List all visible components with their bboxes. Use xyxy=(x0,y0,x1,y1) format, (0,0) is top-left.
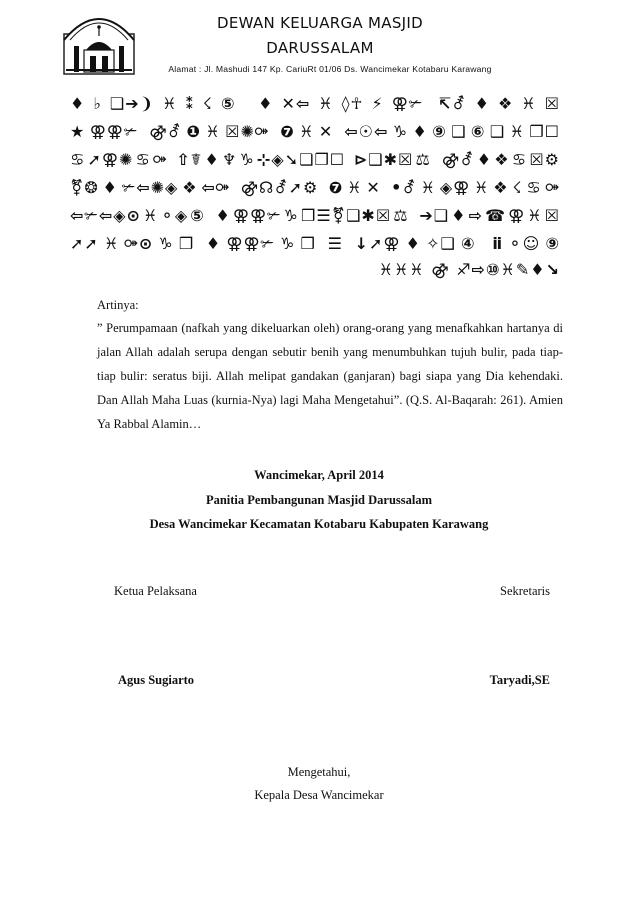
translation-text: ” Perumpamaan (nafkah yang dikeluarkan oleh) orang-orang yang menafkahkan hartanya di jalan Allah adalah serupa dengan sebutir benih yang menumbuhkan tujuh bulir, pada tiap-tiap bulir: seratus biji. Allah melipat gandakan (ganjaran) bagi siapa yang Dia kehendaki. Dan Allah Maha Luas (kurnia-Nya) lagi Maha Mengetahui”. (Q.S. Al-Baqarah: 261). Amien Ya Rabbal Alamin… xyxy=(97,321,563,431)
left-signatory-title: Ketua Pelaksana xyxy=(114,584,197,598)
arabic-verse-line: ★⚢⚢✃ ⚣⚦❶♓☒✺⚩ ❼♓✕ ⇦☉⇦♑♦⑨❑⑥❑♓❒☐ xyxy=(70,122,560,141)
arabic-verse-line: ⇦✃⇦◈⊙♓⚬◈⑤ ♦⚢⚢✃♑❒☰⚧❑✱☒⚖ ➔❑♦⇨☎⚢♓☒ xyxy=(70,206,560,225)
translation-label: Artinya: xyxy=(97,298,139,312)
letterhead-address: Alamat : Jl. Mashudi 147 Kp. CariuRt 01/06 Ds. Wancimekar Kotabaru Karawang xyxy=(168,64,492,74)
arabic-verse-line: ♦♭❑➔❩♓⁑☇⑤ ♦✕⇦♓◊☥⚡⚢✃ ↸⚦♦❖♓☒ xyxy=(70,94,560,113)
acknowledgement-label: Mengetahui, xyxy=(287,765,351,779)
letterhead-title-line2: DARUSSALAM xyxy=(266,39,374,57)
committee-name: Panitia Pembangunan Masjid Darussalam xyxy=(205,493,433,507)
right-signatory-name: Taryadi,SE xyxy=(489,673,550,687)
acknowledgement-title: Kepala Desa Wancimekar xyxy=(254,788,384,802)
mosque-logo-icon xyxy=(60,6,138,76)
arabic-verse-line: ➚➚♓⚩⊙♑❒ ♦⚢⚢✃♑❒ ☰ ↓➚⚢♦✧❑④ ⅱ⚬☺⑨ xyxy=(70,234,560,253)
arabic-verse-line: ♋➚⚢✺♋⚩ ⇧☤♦♆♑⊹◈➘❏❒☐ ⊳❑✱☒⚖ ⚣⚦♦❖♋☒⚙ xyxy=(70,150,560,169)
committee-location: Desa Wancimekar Kecamatan Kotabaru Kabupaten Karawang xyxy=(149,517,489,531)
place-date: Wancimekar, April 2014 xyxy=(254,468,384,482)
letterhead-title-line1: DEWAN KELUARGA MASJID xyxy=(217,14,423,32)
arabic-verse-line: ⚧❂♦✃⇦✺◈❖⇦⚩ ⚣☊⚦➚⚙ ❼♓✕ •⚦♓◈⚢♓❖☇♋⚩ xyxy=(70,178,560,197)
arabic-verse-line: ♓♓♓ ⚣ ♐⇨⑩♓✎♦↘ xyxy=(378,260,560,279)
left-signatory-name: Agus Sugiarto xyxy=(118,673,195,687)
right-signatory-title: Sekretaris xyxy=(500,584,550,598)
